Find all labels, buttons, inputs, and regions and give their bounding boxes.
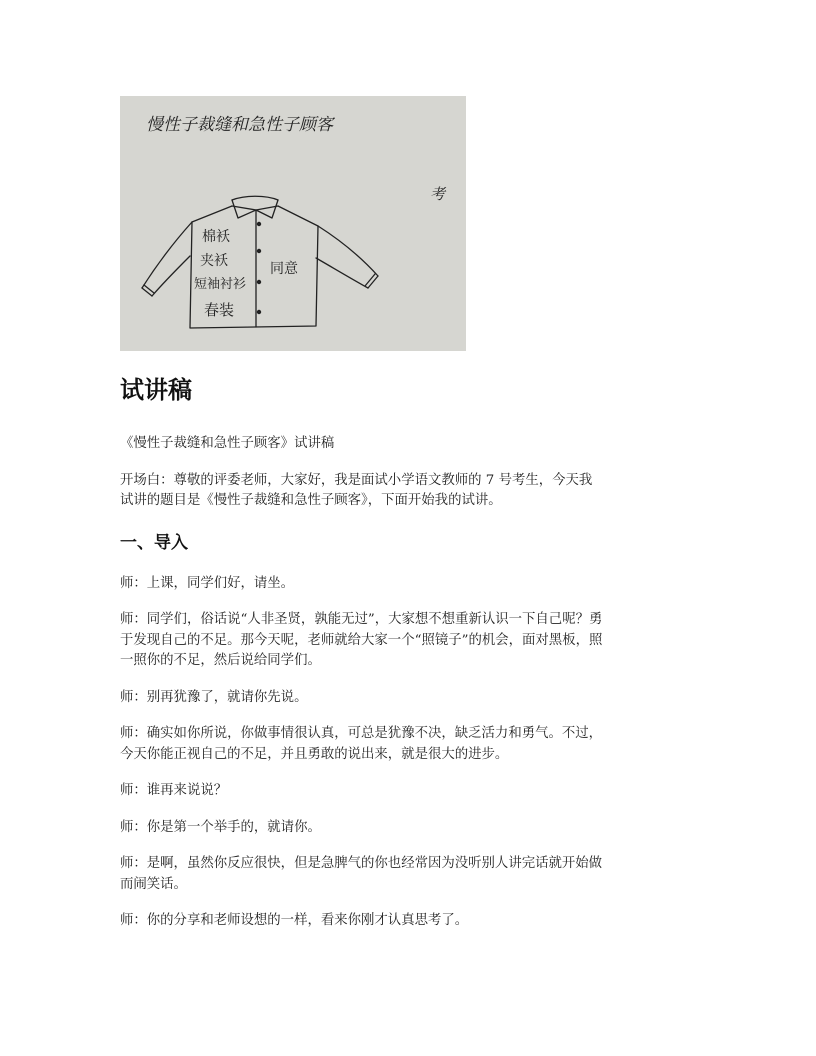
left-panel-line-4: 春装: [204, 301, 235, 319]
paragraph-5: 师：谁再来说说？: [120, 783, 228, 798]
paragraph-4-line-2: 今天你能正视自己的不足，并且勇敢的说出来，就是很大的进步。: [120, 746, 509, 762]
handwritten-side-char: 考: [430, 185, 446, 203]
left-panel-line-3: 短袖衬衫: [194, 277, 247, 292]
paragraph-4-line-1: 师：确实如你所说，你做事情很认真，可总是犹豫不决，缺乏活力和勇气。不过，: [120, 726, 603, 741]
document-content: [120, 372, 700, 948]
paragraph-2-line-1: 师：同学们，俗话说“人非圣贤，孰能无过”，大家想不想重新认识一下自己呢？勇: [120, 612, 603, 627]
opening-paragraph: [120, 471, 700, 512]
right-panel-text: 同意: [270, 261, 298, 277]
document-title: 试讲稿: [120, 376, 192, 404]
paragraph-7-line-2: 而闹笑话。: [120, 876, 187, 892]
paragraph-7: [120, 854, 700, 895]
shirt-drawing-photo: [120, 96, 466, 351]
paragraph-8: 师：你的分享和老师设想的一样，看来你刚才认真思考了。: [120, 913, 469, 928]
paragraph-3: 师：别再犹豫了，就请你先说。: [120, 689, 308, 705]
paragraph-1: 师：上课，同学们好，请坐。: [120, 575, 295, 591]
document-subtitle: 《慢性子裁缝和急性子顾客》试讲稿: [120, 436, 335, 451]
paragraph-4: [120, 724, 700, 765]
paragraph-2: [120, 610, 700, 672]
paragraph-2-line-3: 一照你的不足，然后说给同学们。: [120, 653, 321, 668]
paragraph-2-line-2: 于发现自己的不足。那今天呢，老师就给大家一个“照镜子”的机会，面对黑板，照: [120, 632, 603, 648]
left-panel-line-2: 夹袄: [200, 253, 228, 269]
paragraph-7-line-1: 师：是啊，虽然你反应很快，但是急脾气的你也经常因为没听别人讲完话就开始做: [120, 856, 603, 871]
opening-line-1: 开场白：尊敬的评委老师，大家好，我是面试小学语文教师的 7 号考生，今天我: [120, 472, 593, 488]
left-panel-line-1: 棉袄: [202, 229, 230, 245]
handwritten-title: 慢性子裁缝和急性子顾客: [146, 115, 333, 135]
section-title-intro: 一、导入: [120, 532, 188, 553]
paragraph-6: 师：你是第一个举手的，就请你。: [120, 819, 321, 835]
shirt-drawing-svg: [120, 96, 466, 351]
opening-line-2: 试讲的题目是《慢性子裁缝和急性子顾客》，下面开始我的试讲。: [120, 493, 502, 508]
